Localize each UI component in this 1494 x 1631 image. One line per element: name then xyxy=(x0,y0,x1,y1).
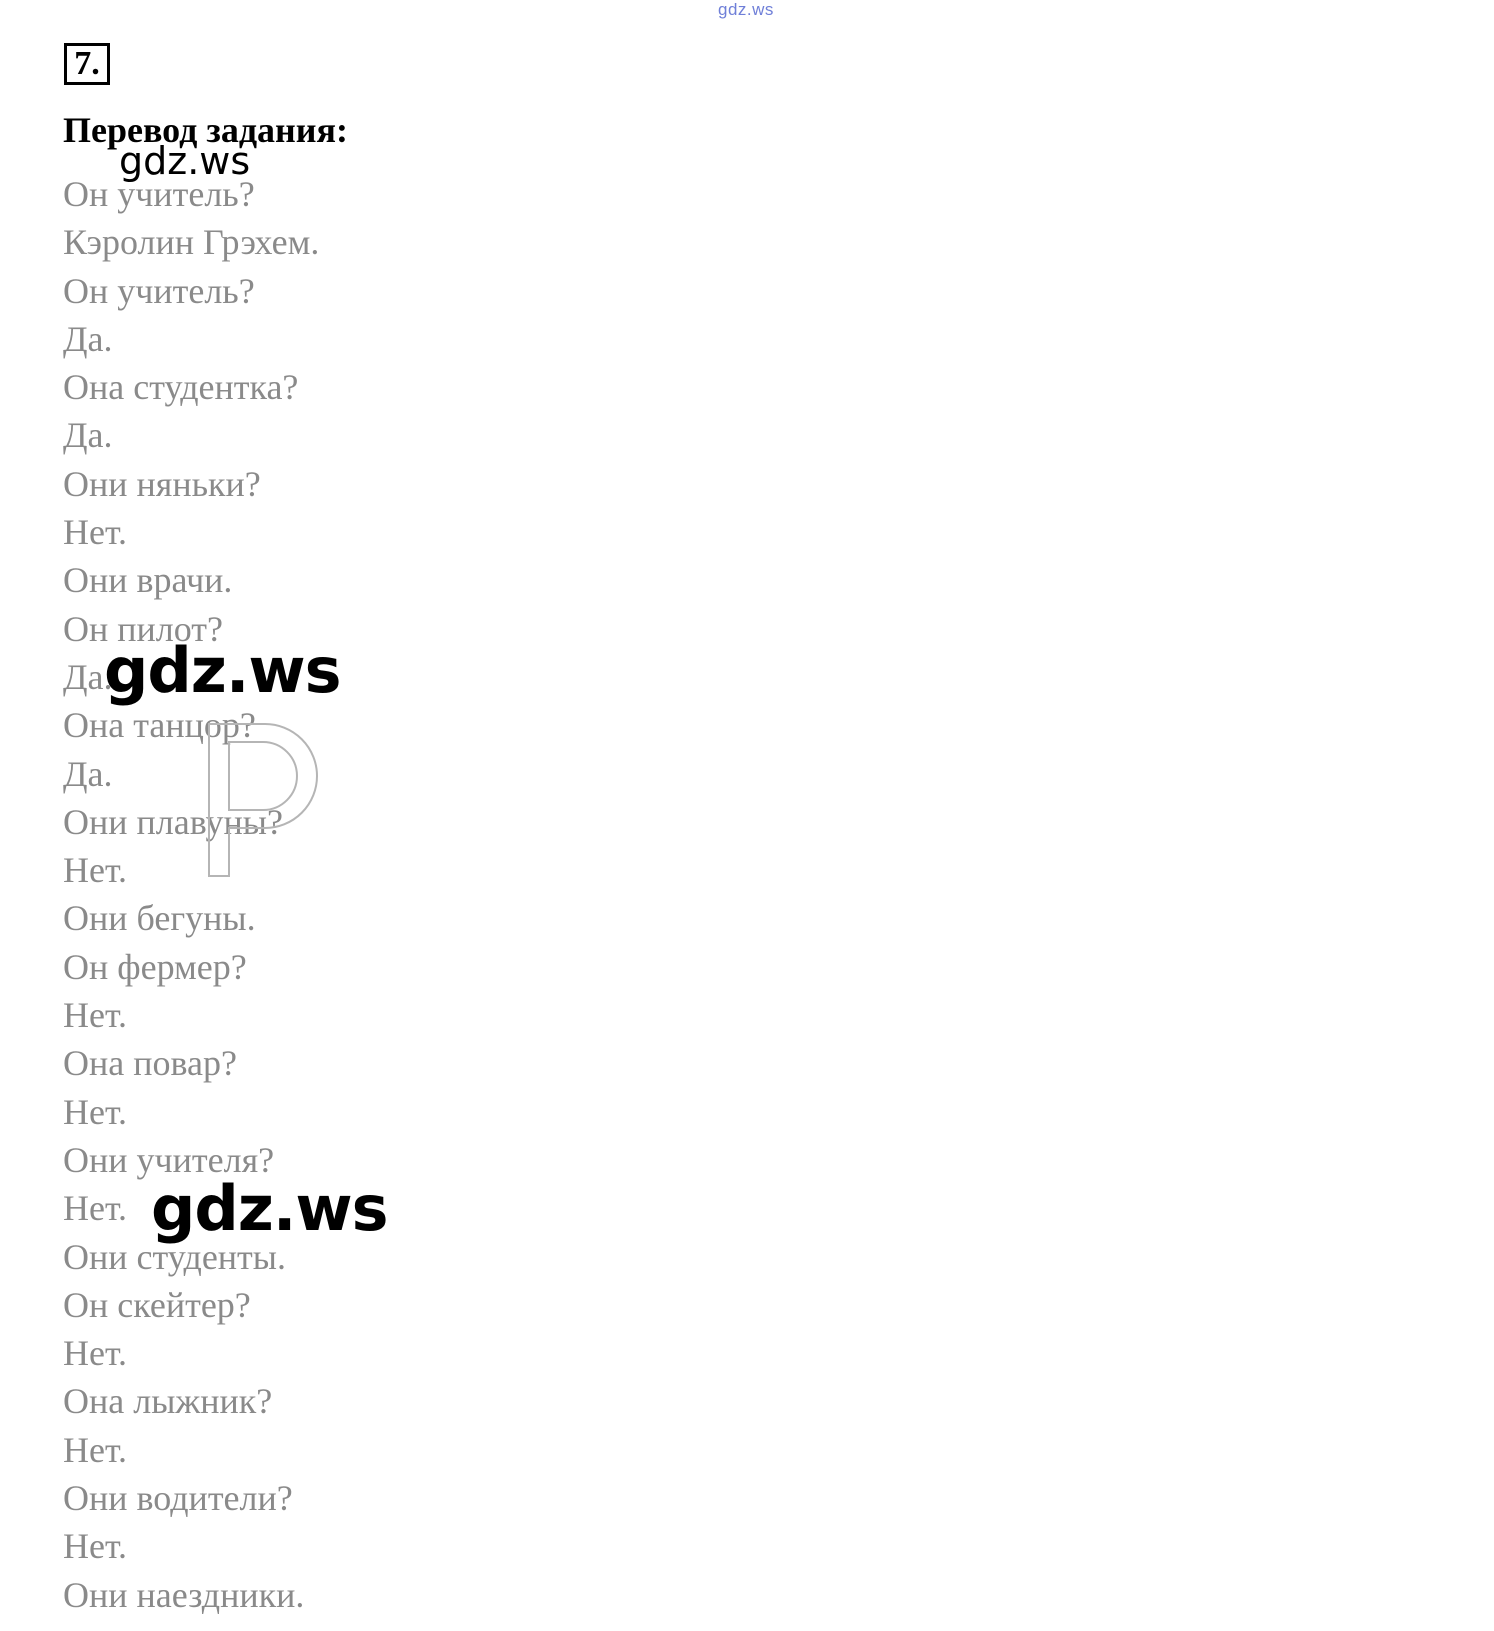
header-watermark: gdz.ws xyxy=(718,0,774,19)
task-number-box xyxy=(64,43,110,85)
list-item: Нет. xyxy=(63,1429,128,1470)
list-item: Нет. xyxy=(63,850,128,891)
task-number: 7. xyxy=(74,45,100,82)
list-item: Нет. xyxy=(63,1188,128,1229)
list-item: Они плавуны? xyxy=(63,801,283,842)
list-item: Нет. xyxy=(63,1333,128,1374)
list-item: Да. xyxy=(63,656,113,697)
watermark-text: gdz.ws xyxy=(119,139,251,183)
list-item: Да. xyxy=(63,318,113,359)
list-item: Да. xyxy=(63,415,113,456)
watermark-text: gdz.ws xyxy=(104,634,341,707)
list-item: Нет. xyxy=(63,1526,128,1567)
list-item: Она повар? xyxy=(63,1043,237,1084)
list-item: Они няньки? xyxy=(63,463,261,504)
task-title: Перевод задания: xyxy=(63,110,348,150)
list-item: Она лыжник? xyxy=(63,1381,273,1422)
list-item: Они бегуны. xyxy=(63,898,256,939)
list-item: Они врачи. xyxy=(63,560,233,601)
p-logo-icon xyxy=(205,720,325,880)
list-item: Они наездники. xyxy=(63,1574,305,1615)
list-item: Нет. xyxy=(63,1091,128,1132)
list-item: Кэролин Грэхем. xyxy=(63,222,320,263)
list-item: Он учитель? xyxy=(63,174,255,214)
list-item: Он учитель? xyxy=(63,270,255,311)
list-item: Он скейтер? xyxy=(63,1284,251,1325)
translation-lines xyxy=(63,170,319,1619)
list-item: Он пилот? xyxy=(63,608,223,649)
list-item: Они студенты. xyxy=(63,1236,286,1277)
list-item: Они водители? xyxy=(63,1478,293,1519)
list-item: Она студентка? xyxy=(63,367,299,408)
list-item: Она танцор? xyxy=(63,705,256,746)
list-item: Да. xyxy=(63,753,113,794)
list-item: Они учителя? xyxy=(63,1139,275,1180)
watermark-text: gdz.ws xyxy=(151,1172,388,1245)
list-item: Он фермер? xyxy=(63,946,247,987)
list-item: Нет. xyxy=(63,512,128,553)
list-item: Нет. xyxy=(63,995,128,1036)
